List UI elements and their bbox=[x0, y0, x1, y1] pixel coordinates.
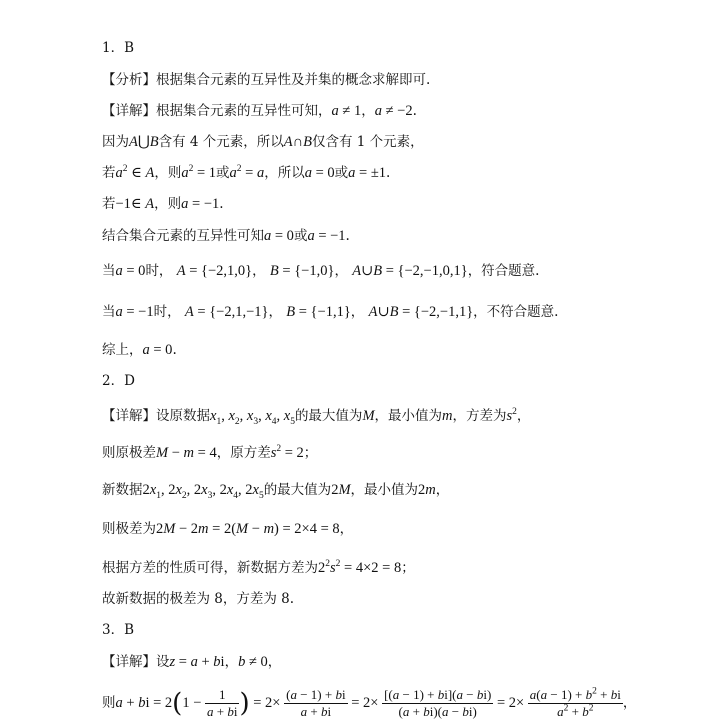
q3-line1: 【详解】设z = a + bi，b ≠ 0， bbox=[102, 654, 282, 670]
q2-line4: 则极差为2M − 2m = 2(M − m) = 2×4 = 8， bbox=[102, 521, 354, 537]
q2-title: 2．D bbox=[102, 373, 135, 389]
q2-line3: 新数据$2x_1$, $2x_2$, $2x_3$, $2x_4$, $2x_5$的最大值为2M，最小值为2m， bbox=[102, 482, 450, 501]
q1-line3: 因为A⋃B含有 4 个元素，所以A∩B仅含有 1 个元素， bbox=[102, 134, 424, 150]
q1-line4: 若$a^2$ ∈ A，则$a^2 = 1$或$a^2 = a$，所以a = 0或a = ±1. bbox=[102, 164, 391, 181]
q1-title: 1．B bbox=[102, 40, 135, 56]
detail-tag: 【详解】 bbox=[102, 654, 156, 670]
analysis-tag: 【分析】 bbox=[102, 72, 156, 88]
q2-line2: 则原极差M − m = 4，原方差$s^2 = 2$； bbox=[102, 444, 318, 461]
q1-case1: 当a = 0时， A = {−2,1,0}， B = {−1,0}， A∪B = {−2,−1,0,1}，符合题意. bbox=[102, 263, 540, 279]
detail-tag: 【详解】 bbox=[102, 103, 156, 119]
q3-title: 3．B bbox=[102, 622, 135, 638]
q1-line6: 结合集合元素的互异性可知a = 0或a = −1. bbox=[102, 228, 350, 244]
q1-detail: 【详解】根据集合元素的互异性可知，a ≠ 1，a ≠ −2. bbox=[102, 103, 417, 119]
q2-line5: 根据方差的性质可得，新数据方差为$2^2s^2 = 4\times 2 = 8$； bbox=[102, 559, 415, 576]
q2-line6: 故新数据的极差为 8，方差为 8. bbox=[102, 591, 295, 607]
q1-case2: 当a = −1时， A = {−2,1,−1}， B = {−1,1}， A∪B = {−2,−1,1}，不符合题意. bbox=[102, 304, 559, 320]
detail-tag: 【详解】 bbox=[102, 408, 156, 424]
q1-analysis: 【分析】根据集合元素的互异性及并集的概念求解即可. bbox=[102, 72, 431, 88]
q1-summary: 综上，a = 0. bbox=[102, 342, 177, 358]
q1-line5: 若−1∈ A，则a = −1. bbox=[102, 196, 224, 212]
q2-line1: 【详解】设原数据$x_1$, $x_2$, $x_3$, $x_4$, $x_5$的最大值为M，最小值为m，方差为$s^2$， bbox=[102, 407, 531, 427]
q3-line2: 则a + bi = 2(1 − $\frac{1}{a + bi}$ ) = 2× $\frac{(a - 1) + bi}{a + bi}$ = 2× $\frac{[(a - 1) + bi](a - bi)}{(a + bi)(a - bi)}$ = 2× $\frac{a(a - 1) + b^2 + bi}{a^2 + b^2}$ ， bbox=[102, 686, 637, 719]
